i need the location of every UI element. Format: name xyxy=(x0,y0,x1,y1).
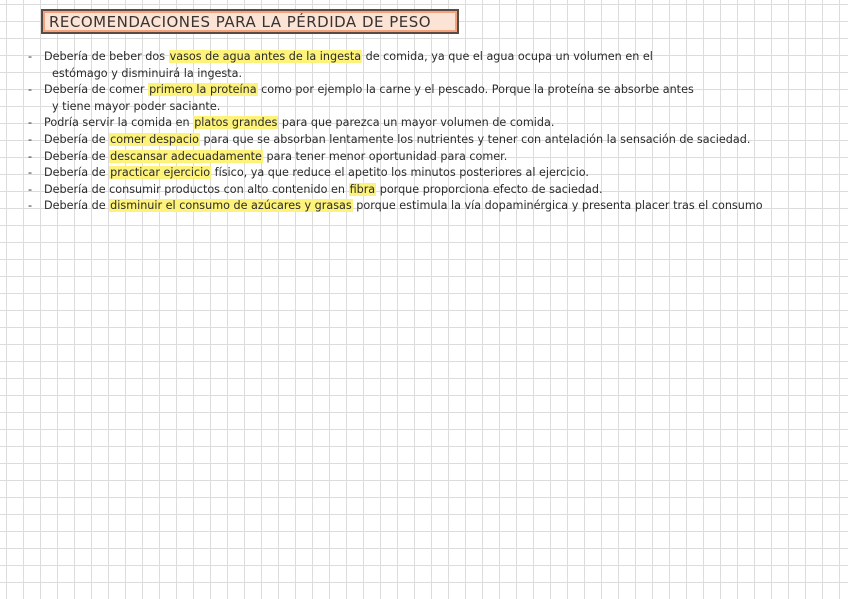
list-item xyxy=(28,82,846,99)
bullet-dash: - xyxy=(28,149,33,163)
bullet-dash: - xyxy=(28,116,33,130)
title-box xyxy=(41,9,459,34)
text-segment: Debería de xyxy=(44,132,110,146)
text-segment: para que parezca un mayor volumen de comida. xyxy=(278,116,555,130)
item-continuation: estómago y disminuirá la ingesta. xyxy=(52,66,243,80)
text-segment: Debería de consumir productos con alto contenido en xyxy=(44,182,349,196)
highlighted-text: fibra xyxy=(349,182,376,196)
text-segment: porque proporciona efecto de saciedad. xyxy=(376,182,603,196)
highlighted-text: descansar adecuadamente xyxy=(110,149,262,163)
bullet-dash: - xyxy=(28,50,33,63)
text-segment: Debería de beber dos xyxy=(44,50,169,63)
item-text xyxy=(44,165,589,182)
list-item xyxy=(28,182,846,199)
text-segment: Podría servir la comida en xyxy=(44,116,194,130)
text-segment: para tener menor oportunidad para comer. xyxy=(262,149,508,163)
text-segment: Debería de xyxy=(44,166,110,180)
highlighted-text: primero la proteína xyxy=(149,83,257,97)
bullet-dash: - xyxy=(28,182,33,196)
item-text xyxy=(44,115,554,132)
text-segment: como por ejemplo la carne y el pescado. Porque la proteína se absorbe antes xyxy=(257,83,694,97)
bullet-dash: - xyxy=(28,166,33,180)
bullet-dash: - xyxy=(28,83,33,97)
highlighted-text: disminuir el consumo de azúcares y grasas xyxy=(110,199,352,213)
item-text xyxy=(44,198,763,215)
text-segment: Debería de comer xyxy=(44,83,149,97)
text-segment: físico, ya que reduce el apetito los minutos posteriores al ejercicio. xyxy=(211,166,589,180)
bullet-dash: - xyxy=(28,132,33,146)
item-text xyxy=(44,82,694,99)
highlighted-text: vasos de agua antes de la ingesta xyxy=(169,50,362,63)
item-text xyxy=(44,182,603,199)
page-title: RECOMENDACIONES PARA LA PÉRDIDA DE PESO xyxy=(49,12,432,31)
item-continuation: y tiene mayor poder saciante. xyxy=(52,99,221,113)
list-item xyxy=(28,115,846,132)
text-segment: para que se absorban lentamente los nutrientes y tener con antelación la sensación de saciedad. xyxy=(199,132,751,146)
list-item xyxy=(28,49,846,66)
highlighted-text: comer despacio xyxy=(110,132,199,146)
item-text xyxy=(44,132,750,149)
notes-list xyxy=(28,49,846,215)
item-text xyxy=(44,149,507,166)
text-segment: porque estimula la vía dopaminérgica y presenta placer tras el consumo xyxy=(352,199,763,213)
list-item xyxy=(28,149,846,166)
highlighted-text: practicar ejercicio xyxy=(110,166,211,180)
text-segment: Debería de xyxy=(44,149,110,163)
highlighted-text: platos grandes xyxy=(194,116,278,130)
bullet-dash: - xyxy=(28,199,33,213)
text-segment: Debería de xyxy=(44,199,110,213)
list-item xyxy=(28,165,846,182)
list-item xyxy=(28,198,846,215)
text-segment: de comida, ya que el agua ocupa un volumen en el xyxy=(362,50,653,63)
list-item xyxy=(28,132,846,149)
item-text xyxy=(44,49,653,66)
